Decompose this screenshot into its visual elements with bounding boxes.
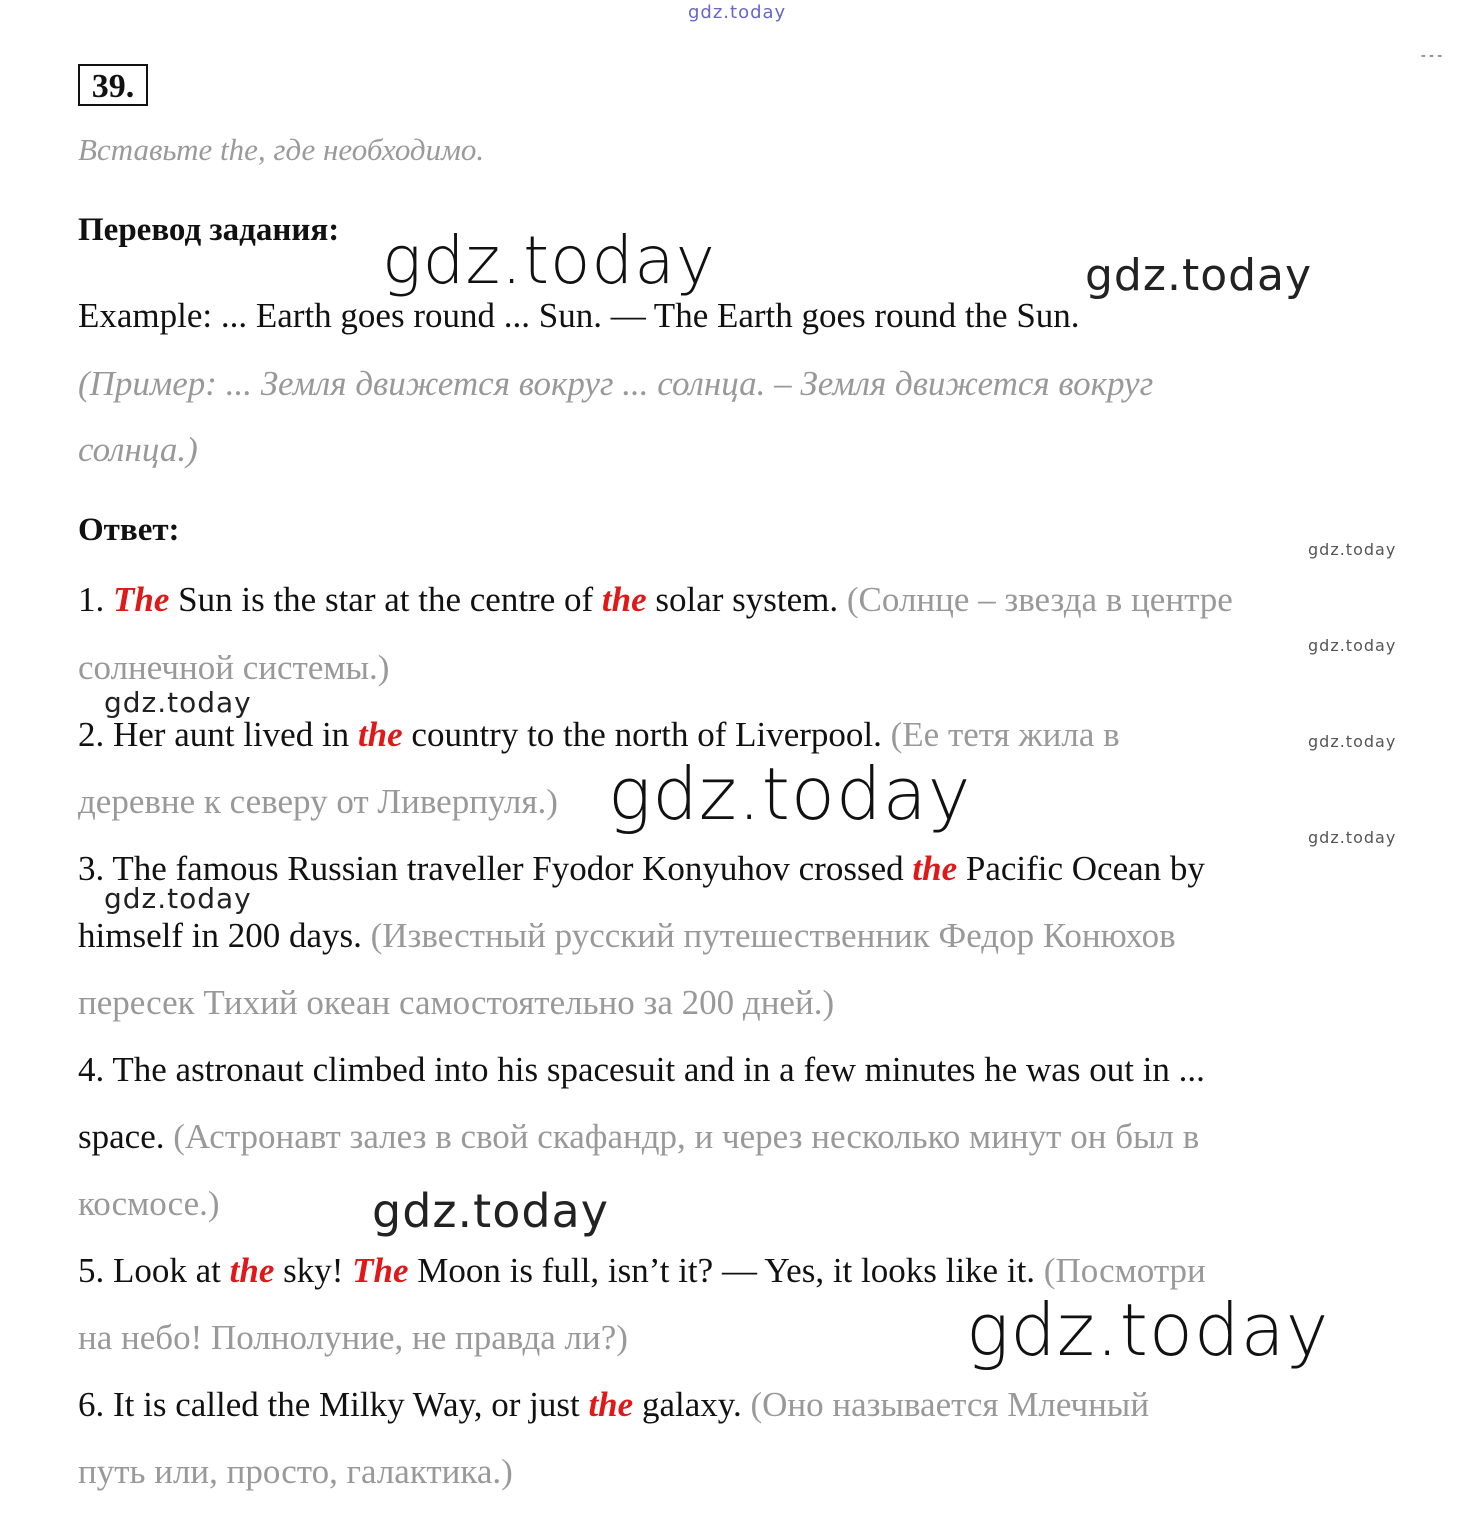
answer-item-4-line3: космосе.) (78, 1184, 220, 1223)
item-text: Moon is full, isn’t it? — Yes, it looks like it. (408, 1251, 1044, 1290)
item-translation: (Посмотри (1043, 1251, 1206, 1290)
watermark: gdz.today (372, 1184, 609, 1238)
answer-item-6-line2: путь или, просто, галактика.) (78, 1452, 513, 1491)
item-text: 6. It is called the Milky Way, or just (78, 1385, 589, 1424)
watermark: gdz.today (966, 1288, 1330, 1372)
article-highlight: the (912, 849, 958, 888)
article-highlight: the (588, 1385, 634, 1424)
item-text: space. (78, 1117, 174, 1156)
example-russian-line1: (Пример: ... Земля движется вокруг ... солнца. – Земля движется вокруг (78, 364, 1154, 403)
article-highlight: the (601, 580, 647, 619)
answer-item-2-line2: деревне к северу от Ливерпуля.) (78, 782, 558, 821)
item-text: 5. Look at (78, 1251, 230, 1290)
answer-item-1-line2: солнечной системы.) (78, 648, 390, 687)
item-translation: (Астронавт залез в свой скафандр, и через несколько минут он был в (173, 1117, 1200, 1156)
example-english: Example: ... Earth goes round ... Sun. — The Earth goes round the Sun. (78, 296, 1080, 335)
item-text: galaxy. (633, 1385, 751, 1424)
answer-item-4-line1: 4. The astronaut climbed into his spacesuit and in a few minutes he was out in ... (78, 1050, 1205, 1089)
watermark: gdz.today (1308, 828, 1397, 847)
answer-item-3-line3: пересек Тихий океан самостоятельно за 200 дней.) (78, 983, 835, 1022)
answer-item-5-line2: на небо! Полнолуние, не правда ли?) (78, 1318, 628, 1357)
item-text: 1. (78, 580, 113, 619)
item-text: Pacific Ocean by (957, 849, 1205, 888)
exercise-number: 39. (78, 64, 148, 106)
item-text: sky! (274, 1251, 353, 1290)
item-translation: (Известный русский путешественник Федор Конюхов (370, 916, 1176, 955)
watermark: gdz.today (1085, 250, 1313, 301)
answer-item-4-line2 (78, 1117, 1199, 1157)
answer-item-2-line1 (78, 715, 1120, 755)
item-text: himself in 200 days. (78, 916, 371, 955)
corner-mark: - - - (1421, 48, 1442, 63)
translation-heading: Перевод задания: (78, 212, 340, 248)
item-translation: (Оно называется Млечный (750, 1385, 1150, 1424)
item-text: Sun is the star at the centre of (169, 580, 602, 619)
watermark-top: gdz.today (688, 2, 787, 23)
answer-item-5-line1 (78, 1251, 1206, 1291)
watermark: gdz.today (1308, 636, 1397, 655)
watermark: gdz.today (104, 686, 252, 719)
example-russian-line2: солнца.) (78, 430, 198, 469)
item-translation: (Ее тетя жила в (890, 715, 1120, 754)
article-highlight: the (357, 715, 403, 754)
item-text: country to the north of Liverpool. (402, 715, 891, 754)
item-text: solar system. (646, 580, 847, 619)
article-highlight: The (352, 1251, 409, 1290)
watermark: gdz.today (608, 752, 972, 836)
article-highlight: The (113, 580, 170, 619)
watermark: gdz.today (382, 222, 716, 299)
answer-item-1-line1 (78, 580, 1233, 620)
watermark: gdz.today (104, 882, 252, 915)
watermark: gdz.today (1308, 732, 1397, 751)
answer-heading: Ответ: (78, 512, 180, 548)
task-instruction: Вставьте the, где необходимо. (78, 132, 485, 167)
item-text: 2. Her aunt lived in (78, 715, 358, 754)
watermark: gdz.today (1308, 540, 1397, 559)
article-highlight: the (229, 1251, 275, 1290)
item-text: 3. The famous Russian traveller Fyodor Konyuhov crossed (78, 849, 913, 888)
answer-item-3-line2 (78, 916, 1176, 956)
answer-item-6-line1 (78, 1385, 1149, 1425)
item-translation: (Солнце – звезда в центре (846, 580, 1233, 619)
